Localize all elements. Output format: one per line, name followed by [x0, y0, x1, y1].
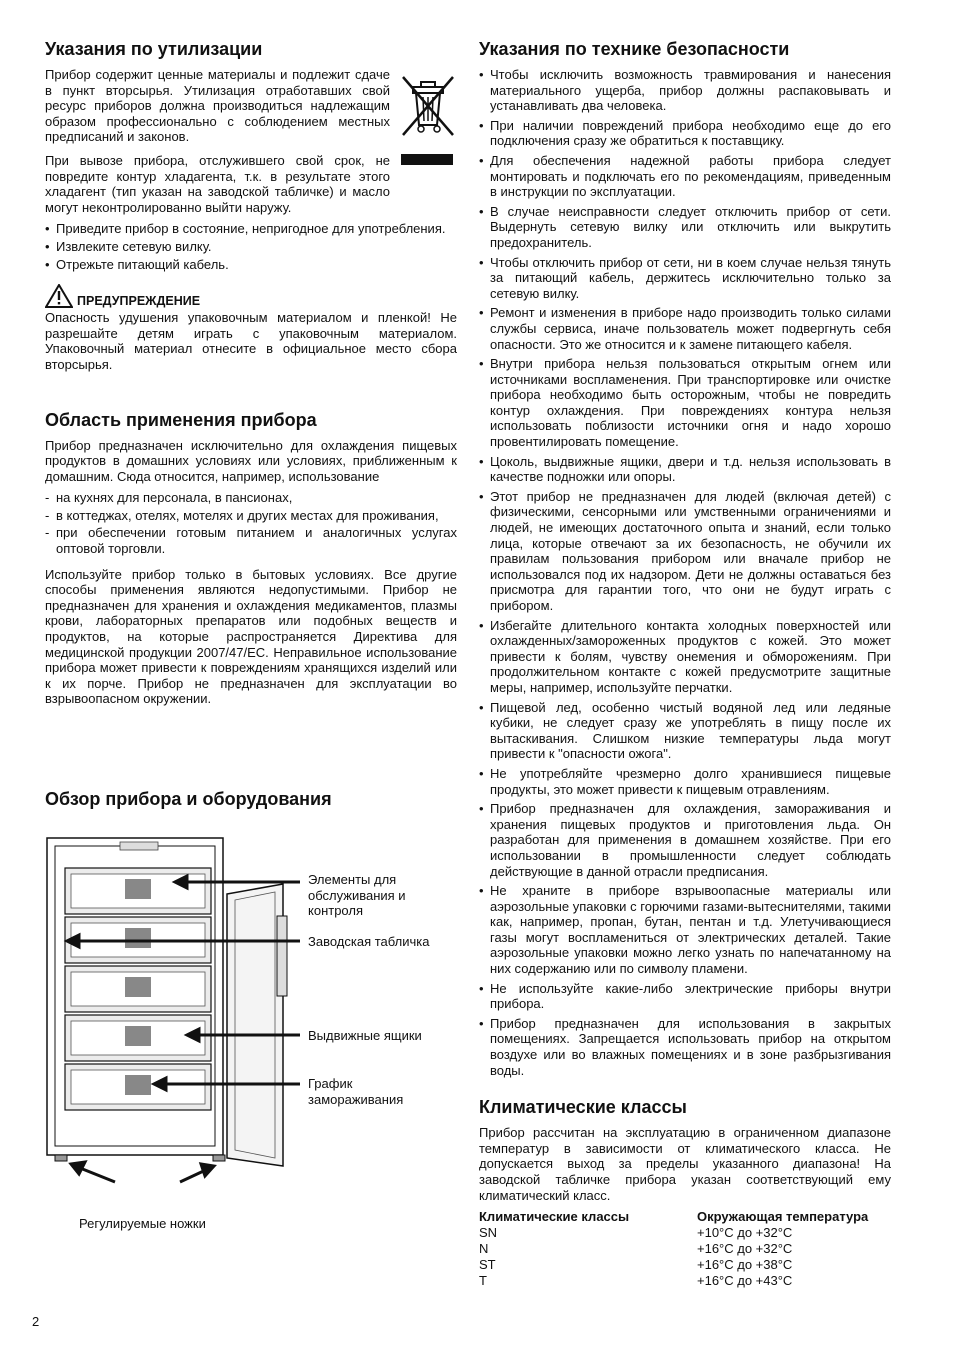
table-row	[479, 1273, 891, 1289]
list-item: • Отрежьте питающий кабель.	[45, 257, 457, 273]
table-cell: N	[479, 1241, 489, 1257]
table-header-row	[479, 1209, 891, 1225]
list-item: • Чтобы отключить прибор от сети, ни в коем случае нельзя тянуть за питающий кабель, держитесь исключительно только за сетевую вилку.	[479, 255, 891, 302]
table-row	[479, 1241, 891, 1257]
list-item: • Прибор предназначен для использования в закрытых помещениях. Запрещается использовать прибор на открытом воздухе или во влажных помещениях и в зоне разбрызгивания воды.	[479, 1016, 891, 1078]
table-header: Окружающая температура	[697, 1209, 869, 1225]
label-feet: Регулируемые ножки	[79, 1216, 206, 1231]
label-drawers: Выдвижные ящики	[308, 1028, 422, 1043]
appliance-diagram	[45, 828, 457, 1231]
warning-title: ПРЕДУПРЕЖДЕНИЕ	[77, 294, 201, 309]
list-item: • Пищевой лед, особенно чистый водяной лед или ледяные кубики, не следует сразу же употреблять в пищу после их вытаскивания. Слишком низкие температуры льда могут привести к "опасности ожога".	[479, 700, 891, 762]
climate-table	[479, 1209, 891, 1289]
marking-bar	[401, 154, 453, 165]
table-cell: +16°C до +32°C	[697, 1241, 793, 1257]
warning-triangle-icon	[45, 284, 73, 308]
list-item: • Не употребляйте чрезмерно долго хранившиеся пищевые продукты, это может привести к пищевым отравлениям.	[479, 766, 891, 797]
list-item: • Не храните в приборе взрывоопасные материалы или аэрозольные упаковки с горючими газами-вытеснителями, такими как, например, пропан, бутан, пентан и т.д. Улетучивающиеся газы могут воспламениться от электрических деталей. Такие аэрозольные упаковки можно легко узнать по напечатанному на них содержанию или по символу пламени.	[479, 883, 891, 977]
disposal-list	[45, 221, 457, 272]
disposal-title: Указания по утилизации	[45, 39, 263, 59]
list-item: • Ремонт и изменения в приборе надо производить только силами службы сервиса, иначе пользователь может подвергнуть себя опасности. Это же относится и к замене питающего кабеля.	[479, 305, 891, 352]
list-item: - в коттеджах, отелях, мотелях и других местах для проживания,	[45, 508, 457, 524]
usage-title: Область применения прибора	[45, 409, 317, 430]
table-row	[479, 1257, 891, 1273]
label-rating-plate: Заводская табличка	[308, 934, 430, 949]
table-row	[479, 1225, 891, 1241]
disposal-paragraph-1: Прибор содержит ценные материалы и подлежит сдаче в пункт вторсырья. Утилизация отработавших свой ресурс приборов должна производиться надлежащим образом профессионально с соблюдением местных предписаний и законов.	[45, 67, 390, 145]
table-cell: SN	[479, 1225, 498, 1241]
table-header: Климатические классы	[479, 1209, 630, 1225]
right-column	[479, 38, 891, 1289]
table-cell: +16°C до +43°C	[697, 1273, 793, 1289]
list-item: • Приведите прибор в состояние, непригодное для употребления.	[45, 221, 457, 237]
usage-paragraph-2: Используйте прибор только в бытовых условиях. Все другие способы применения являются недопустимыми. Прибор не предназначен для хранения и охлаждения медикаментов, плазмы крови, лабораторных препаратов или подобных веществ и продуктов, на которые распространяется Директива для медицинской продукции 2007/47/EC. Неправильное использование прибора может привести к повреждениям хранящихся изделий или к их порче. Прибор не предназначен для эксплуатации во взрывоопасном окружении.	[45, 566, 457, 707]
list-item: - на кухнях для персонала, в пансионах,	[45, 490, 457, 506]
disposal-paragraph-2: При вывозе прибора, отслужившего свой срок, не повредите контур хладагента, т.к. в результате этого хладагент (тип указан на заводской табличке) и масло могут неконтролированно выйти наружу.	[45, 152, 390, 215]
label-freeze-chart: График замораживания	[308, 1076, 404, 1107]
overview-title: Обзор прибора и оборудования	[45, 789, 332, 809]
warning-heading	[45, 284, 457, 308]
table-cell: +16°C до +38°C	[697, 1257, 793, 1273]
page-number: 2	[32, 1314, 40, 1329]
list-item: • Для обеспечения надежной работы прибора следует монтировать и подключать его по рекомендациям, приведенным в инструкции по эксплуатации.	[479, 153, 891, 200]
safety-section	[479, 38, 891, 1078]
list-item: • Этот прибор не предназначен для людей (включая детей) с физическими, сенсорными или умственными ограничениями и людей, не имеющих достаточного опыта и знаний, если только лица, которые отвечают за их безопасность, не обучили их правилам пользования прибором или вначале прибор не использовался под их надзором. Дети не должны оставаться без присмотра для гарантии того, что они не будут играть с прибором.	[479, 489, 891, 614]
safety-title: Указания по технике безопасности	[479, 39, 790, 59]
list-item: • В случае неисправности следует отключить прибор от сети. Выдернуть сетевую вилку или отключить или выкрутить предохранитель.	[479, 204, 891, 251]
label-controls: Элементы для обслуживания и контроля	[308, 872, 406, 919]
climate-text: Прибор рассчитан на эксплуатацию в ограниченном диапазоне температур в зависимости от климатического класса. Не допускается выход за пределы указанного диапазона! На заводской табличке прибора указан соответствующий ему климатический класс.	[479, 1125, 891, 1203]
list-item: • При наличии повреждений прибора необходимо еще до его подключения сразу же обратиться к поставщику.	[479, 118, 891, 149]
disposal-section	[45, 38, 457, 373]
list-item: • Внутри прибора нельзя пользоваться открытым огнем или источниками воспламенения. При транспортировке или очистке прибора необходимо быть осторожным, чтобы не повредить контур охлаждения. При повреждениях контура нельзя использовать поблизости источники огня и надо хорошо провентилировать помещение.	[479, 356, 891, 450]
left-column	[45, 38, 457, 1231]
warning-text: Опасность удушения упаковочным материалом и пленкой! Не разрешайте детям играть с упаковочным материалом. Упаковочный материал отнесите в официальное место сбора вторсырья.	[45, 310, 457, 372]
climate-section	[479, 1096, 891, 1289]
crossed-out-bin-icon	[399, 73, 457, 137]
usage-list	[45, 490, 457, 556]
safety-list	[479, 67, 891, 1078]
climate-title: Климатические классы	[479, 1097, 687, 1118]
list-item: • Прибор предназначен для охлаждения, замораживания и хранения пищевых продуктов и приготовления льда. Он разработан для применения в домашнем хозяйстве. При его использовании в промышленности следует соблюдать действующие в данной отрасли предписания.	[479, 801, 891, 879]
table-cell: T	[479, 1273, 487, 1289]
list-item: • Цоколь, выдвижные ящики, двери и т.д. нельзя использовать в качестве подножки или опоры.	[479, 454, 891, 485]
list-item: • Не используйте какие-либо электрические приборы внутри прибора.	[479, 981, 891, 1012]
usage-section	[45, 409, 457, 708]
usage-paragraph-1: Прибор предназначен исключительно для охлаждения пищевых продуктов в домашних условиях или условиях, приближенным к домашним. Сюда относится, например, использование	[45, 437, 457, 484]
table-cell: +10°C до +32°C	[697, 1225, 793, 1241]
table-cell: ST	[479, 1257, 496, 1273]
list-item: • Избегайте длительного контакта холодных поверхностей или охлажденных/замороженных продуктов с кожей. Это может привести к болям, чувству онемения и обморожениям. При продолжительном контакте с кожей предусмотрите защитные меры, например, используйте перчатки.	[479, 618, 891, 696]
list-item: - при обеспечении готовым питанием и аналогичных услугах оптовой торговли.	[45, 525, 457, 556]
list-item: • Чтобы исключить возможность травмирования и нанесения материального ущерба, прибор должны распаковывать и устанавливать два человека.	[479, 67, 891, 114]
list-item: • Извлеките сетевую вилку.	[45, 239, 457, 255]
